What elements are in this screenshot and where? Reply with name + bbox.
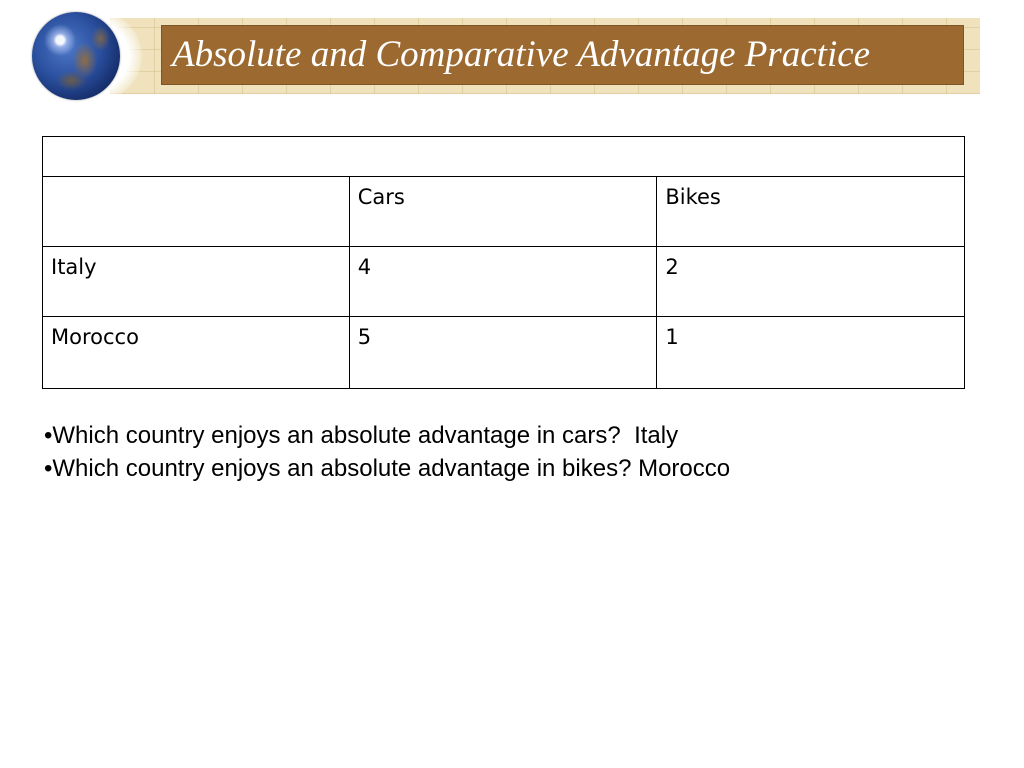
table-cell: Italy: [43, 247, 350, 317]
production-table: [42, 136, 965, 389]
table-caption-row: [43, 137, 965, 177]
question-item: •Which country enjoys an absolute advantage in bikes? Morocco: [44, 455, 731, 482]
table-cell: 5: [349, 317, 657, 389]
table-header-row: [43, 177, 965, 247]
table-row: [43, 317, 965, 389]
globe-icon: [32, 12, 120, 100]
table-cell: 2: [657, 247, 965, 317]
question-list: [44, 419, 730, 485]
table-cell: 1: [657, 317, 965, 389]
question-item: •Which country enjoys an absolute advantage in cars? Italy: [44, 422, 679, 449]
table-row: [43, 247, 965, 317]
table-cell: 4: [349, 247, 657, 317]
table-caption-cell: [43, 137, 965, 177]
table-cell: Morocco: [43, 317, 350, 389]
slide-title: Absolute and Comparative Advantage Practice: [172, 34, 871, 75]
table-header-cell: Bikes: [657, 177, 965, 247]
title-box: [161, 25, 964, 85]
table-header-cell: Cars: [349, 177, 657, 247]
table-header-cell: [43, 177, 350, 247]
